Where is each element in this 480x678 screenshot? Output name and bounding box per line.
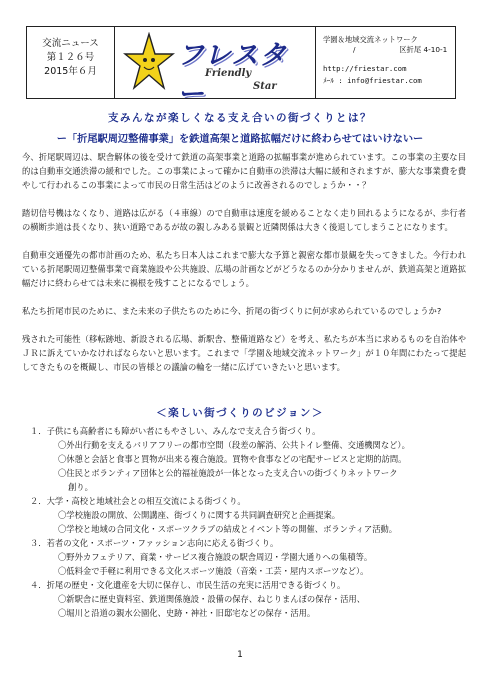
page-number: 1 — [237, 650, 243, 660]
vision-subitem: 〇堀川と沿道の親水公園化、史跡・神社・旧邸宅などの保存・活用。 — [58, 608, 316, 618]
vision-heading: ＜楽しい街づくりのビジョン＞ — [156, 407, 324, 419]
contact-info — [315, 27, 455, 98]
logo-subtitle-friendly: Friendly — [205, 68, 252, 79]
vision-subitem: 〇新駅舎に歴史資料室、鉄道関係施設・設備の保存、ねじりまんぽの保存・活用、 — [58, 594, 365, 604]
vision-subitem: 〇低料金で手軽に利用できる文化スポーツ施設（音楽・工芸・屋内スポーツなど）。 — [58, 566, 369, 576]
organization-name: 学園＆地域交流ネットワーク — [323, 35, 418, 44]
vision-item-4: ４．折尾の歴史・文化遺産を大切に保存し、市民生活の充実に活用できる街づくり。 — [30, 580, 346, 590]
article-subtitle: ー「折尾駅周辺整備事業」を鉄道高架と道路拡幅だけに終わらせてはいけないー — [56, 134, 424, 145]
masthead — [26, 26, 456, 110]
vision-list — [30, 424, 470, 620]
issue-info — [27, 27, 115, 98]
issue-number: 第１２６号 — [46, 52, 95, 63]
website-url: http://friestar.com — [323, 64, 407, 73]
vision-item-3: ３．若者の文化・スポーツ・ファッション志向に応える街づくり。 — [30, 538, 279, 548]
contact-email: ﾒｰﾙ : info@friestar.com — [323, 76, 422, 85]
vision-item-1: １．子供にも高齢者にも障がい者にもやさしい、みんなで支え合う街づくり。 — [30, 426, 321, 436]
star-mascot-icon — [123, 32, 175, 94]
vision-item-2: ２．大学・高校と地域社会との相互交流による街づくり。 — [30, 496, 246, 506]
logo-title: フレスター — [177, 40, 288, 110]
vision-subitem: 〇学校と地域の合同文化・スポーツクラブの結成とイベント等の開催、ボランティア活動。 — [58, 524, 398, 534]
vision-subitem: 〇外出行動を支えるバリアフリーの都市空間（段差の解消、公共トイレ整備、交通機関など）。 — [58, 440, 410, 450]
vision-subitem: 〇野外カフェテリア、商業・サービス複合施設の駅舎周辺・学園大通りへの集積等。 — [58, 552, 373, 562]
vision-subitem: 〇休憩と会話と食事と買物が出来る複合施設。買物や食事などの宅配サービスと定期的訪問。 — [58, 454, 407, 464]
paragraph-4: 私たち折尾市民のために、また未来の子供たちのために今、折尾の街づくりに何が求められているのでしょうか? — [22, 306, 442, 316]
issue-date: 2015年６月 — [44, 66, 97, 77]
logo-subtitle-star: Star — [253, 81, 277, 92]
paragraph-3: 自動車交通優先の都市計画のため、私たち日本人はこれまで膨大な予算と親密な都市景観を失ってきました。今行われている折尾駅周辺整備事業で商業施設や公共施設、広場の計画などがどうなるのか分かりませんが、鉄道高架と道路拡幅だけに終わらせては未来に禍根を残すことになるでしょう。 — [22, 250, 466, 288]
paragraph-5: 残された可能性（移転跡地、新設される広場、新駅舎、整備道路など）を考え、私たちが本当に求めるものを自治体やＪＲに訴えていかなければならないと思います。これまで「学園＆地域交流ネットワーク」が１０年間にわたって提起してきたものを概観し、市民の皆様との議論の輪を一緒に広げていきたいと思います。 — [22, 334, 466, 372]
newsletter-name: 交流ニュース — [42, 38, 99, 49]
paragraph-2: 踏切信号機はなくなり、道路は広がる（４車線）ので自動車は速度を緩めることなく走り回れるようになるが、歩行者の横断歩道は長くなり、狭い道路であるが故の親しみある景観と近隣関係は大きく後退してしまうことになります。 — [22, 208, 466, 232]
vision-subitem: 創り。 — [68, 482, 93, 492]
vision-subitem: 〇学校施設の開放、公開講座、街づくりに関する共同調査研究と企画提案。 — [58, 510, 341, 520]
vision-subitem: 〇住民とボランティア団体と公的福祉施設が一体となった支え合いの街づくりネットワーク — [58, 468, 398, 478]
article-title: 支みんなが楽しくなる支え合いの街づくりとは？ — [108, 112, 372, 124]
address: / 区折尾 4-10-1 — [353, 45, 448, 54]
logo-area — [115, 27, 316, 110]
paragraph-1: 今、折尾駅周辺は、駅舎解体の後を受けて鉄道の高架事業と道路の拡幅事業が進められています。この事業の主要な目的は自動車交通渋滞の緩和でした。この事業によって確かに自動車の渋滞は大幅に緩和されますが、膨大な事業費を費やして行われるこの事業によって市民の日常生活はどのように改善されるのでしょうか・・？ — [22, 152, 466, 190]
